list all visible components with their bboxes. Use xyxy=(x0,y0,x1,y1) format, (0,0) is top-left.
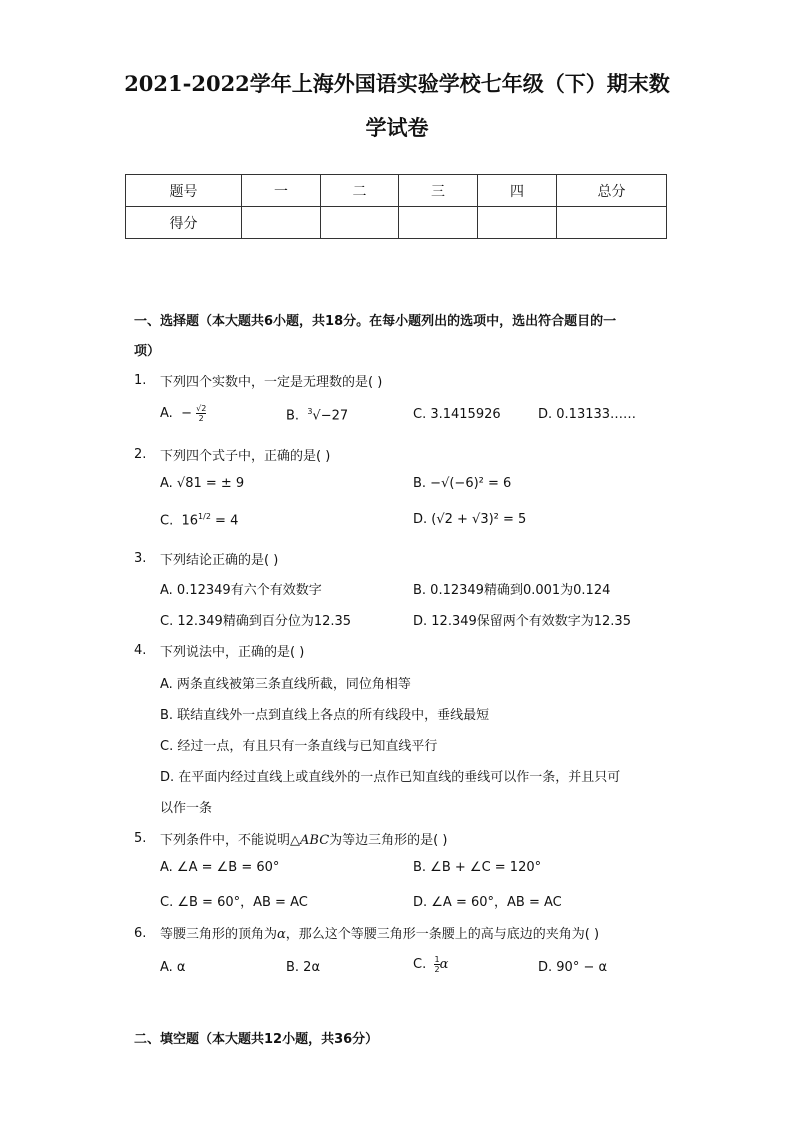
stem-text: 为等边三角形的是( ) xyxy=(329,833,448,848)
score-cell[interactable] xyxy=(478,207,557,239)
option-a[interactable] xyxy=(160,404,206,423)
fraction-denominator: 2 xyxy=(434,965,440,974)
section2-heading: 二、填空题（本大题共12小题，共36分） xyxy=(134,1032,379,1047)
option-a[interactable]: A. ∠A = ∠B = 60° xyxy=(160,860,280,875)
option-b[interactable]: B. ∠B + ∠C = 120° xyxy=(413,860,542,875)
question-number: 3. xyxy=(134,551,147,566)
stem-text: ，那么这个等腰三角形一条腰上的高与底边的夹角为( ) xyxy=(285,927,600,942)
page-title-line1: 2021-2022学年上海外国语实验学校七年级（下）期末数 xyxy=(124,71,670,96)
score-header-cell: 四 xyxy=(478,175,557,207)
option-d[interactable]: D. 0.13133…… xyxy=(538,407,637,422)
score-table-score-row xyxy=(126,207,667,239)
option-d[interactable]: D. 90° − α xyxy=(538,960,608,975)
option-b[interactable]: B. 联结直线外一点到直线上各点的所有线段中，垂线最短 xyxy=(160,708,490,723)
option-c[interactable]: C. ∠B = 60°，AB = AC xyxy=(160,895,308,910)
question-number: 5. xyxy=(134,831,147,846)
option-c[interactable] xyxy=(160,512,238,528)
option-a[interactable]: A. α xyxy=(160,960,186,975)
score-header-cell: 总分 xyxy=(557,175,667,207)
option-b[interactable]: B. 0.12349精确到0.001为0.124 xyxy=(413,583,611,598)
score-header-cell: 题号 xyxy=(126,175,242,207)
option-a[interactable]: A. √81 = ± 9 xyxy=(160,476,245,491)
option-b[interactable]: B. −√(−6)² = 6 xyxy=(413,476,512,491)
fraction xyxy=(196,404,206,423)
fraction-numerator: √2 xyxy=(196,404,207,413)
option-label: C. xyxy=(160,513,174,529)
option-c[interactable]: C. 3.1415926 xyxy=(413,407,501,422)
option-d-line1[interactable]: D. 在平面内经过直线上或直线外的一点作已知直线的垂线可以作一条，并且只可 xyxy=(160,770,621,785)
option-b[interactable] xyxy=(286,407,348,423)
score-cell[interactable] xyxy=(242,207,321,239)
score-cell[interactable] xyxy=(557,207,667,239)
equation-rest: = 4 xyxy=(210,513,239,529)
score-header-cell: 三 xyxy=(399,175,478,207)
option-d[interactable]: D. ∠A = 60°，AB = AC xyxy=(413,895,562,910)
minus-sign: − xyxy=(181,406,192,421)
variable-alpha: α xyxy=(439,957,449,972)
score-header-cell: 一 xyxy=(242,175,321,207)
stem-text: 等腰三角形的顶角为 xyxy=(160,927,278,942)
score-cell[interactable] xyxy=(399,207,478,239)
question-number: 4. xyxy=(134,643,147,658)
option-b[interactable]: B. 2α xyxy=(286,960,321,975)
option-label: B. xyxy=(286,408,300,424)
option-a[interactable]: A. 两条直线被第三条直线所截，同位角相等 xyxy=(160,677,411,692)
radical-index: 3 xyxy=(307,407,313,416)
option-label: C. xyxy=(413,957,427,972)
radical-expression: √−27 xyxy=(312,408,349,424)
option-c[interactable]: C. 经过一点，有且只有一条直线与已知直线平行 xyxy=(160,739,438,754)
stem-text: 下列条件中，不能说明 xyxy=(160,833,291,848)
fraction-numerator: 1 xyxy=(434,955,440,964)
score-cell[interactable] xyxy=(321,207,399,239)
score-row-label: 得分 xyxy=(126,207,242,239)
score-table-header-row xyxy=(126,175,667,207)
section1-heading-line1: 一、选择题（本大题共6小题，共18分。在每小题列出的选项中，选出符合题目的一 xyxy=(134,314,617,329)
option-c[interactable] xyxy=(413,955,448,974)
power-base: 16 xyxy=(181,513,199,529)
option-label: A. xyxy=(160,406,173,421)
question-stem: 下列结论正确的是( ) xyxy=(160,553,279,568)
question-number: 1. xyxy=(134,373,147,388)
fraction-denominator: 2 xyxy=(198,414,204,423)
question-stem xyxy=(160,923,599,942)
question-stem: 下列四个实数中，一定是无理数的是( ) xyxy=(160,375,383,390)
question-stem: 下列说法中，正确的是( ) xyxy=(160,645,305,660)
triangle-label: △ABC xyxy=(290,833,330,848)
score-table xyxy=(125,174,667,239)
option-d[interactable]: D. 12.349保留两个有效数字为12.35 xyxy=(413,614,631,629)
option-a[interactable]: A. 0.12349有六个有效数字 xyxy=(160,583,322,598)
variable-alpha: α xyxy=(277,927,286,942)
question-number: 2. xyxy=(134,447,147,462)
question-number: 6. xyxy=(134,926,147,941)
power-exponent: 1/2 xyxy=(198,512,211,521)
option-d[interactable]: D. (√2 + √3)² = 5 xyxy=(413,512,527,527)
page-title-line2: 学试卷 xyxy=(365,115,429,140)
option-d-line2[interactable]: 以作一条 xyxy=(160,801,213,816)
question-stem xyxy=(160,829,447,848)
question-stem: 下列四个式子中，正确的是( ) xyxy=(160,449,331,464)
option-c[interactable]: C. 12.349精确到百分位为12.35 xyxy=(160,614,352,629)
score-header-cell: 二 xyxy=(321,175,399,207)
section1-heading-line2: 项） xyxy=(134,344,161,359)
